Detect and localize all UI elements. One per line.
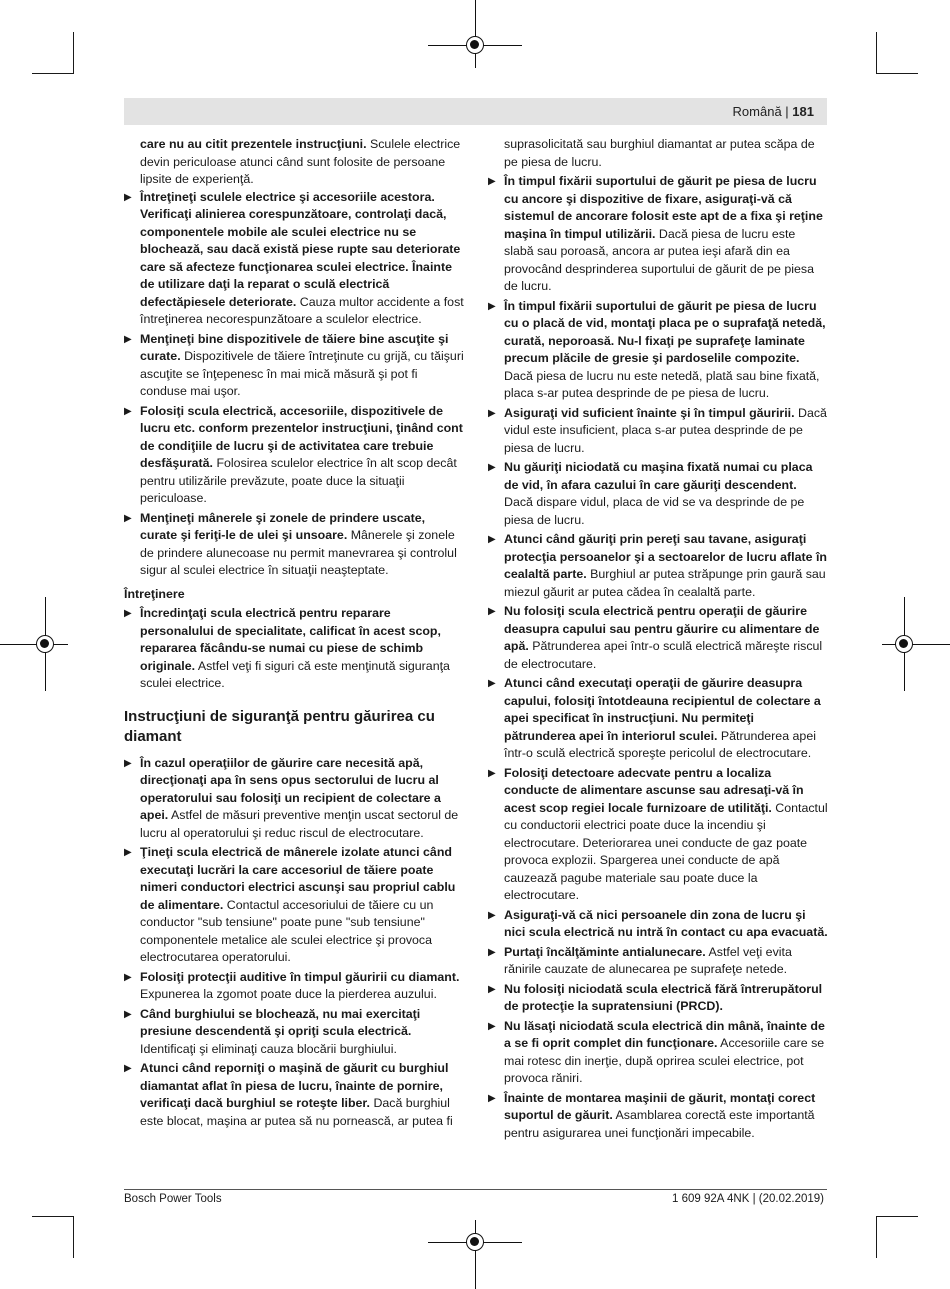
intro-text: Sculele electrice devin periculoase atunci când sunt folosite de persoane lipsite de experienţă.	[140, 137, 461, 186]
item-bold-text: Încredinţaţi scula electrică pentru reparare personalului de specialitate, calificat în acest scop, repararea făcându-se numai cu piese de schimb originale.	[140, 606, 441, 673]
registration-line	[0, 644, 68, 645]
item-bold-text: Înainte de montarea maşinii de găurit, montaţi corect suportul de găurit.	[504, 1090, 816, 1122]
bullet-arrow-icon: ▶	[124, 1008, 132, 1020]
intro-paragraph	[124, 136, 464, 189]
item-bold-text: Nu folosiţi scula electrică pentru operaţii de găurire deasupra capului sau pentru găurire cu alimentare de apă.	[504, 604, 820, 653]
item-text: Contactul accesoriului de tăiere cu un conductor "sub tensiune" poate pune "sub tensiune" componentele metalice ale sculei electrice şi provoca electrocutarea operatorului.	[140, 897, 434, 964]
item-bold-text: Folosiţi protecţii auditive în timpul găuririi cu diamant.	[140, 969, 460, 984]
item-bold-text: Atunci când reporniţi o maşină de găurit cu burghiul diamantat aflat în piesa de lucru, înainte de pornire, verificaţi dacă burghiul se roteşte liber.	[140, 1061, 449, 1110]
list-item	[124, 403, 464, 508]
list-item	[124, 1060, 464, 1130]
bullet-arrow-icon: ▶	[124, 757, 132, 769]
list-item	[488, 298, 828, 403]
footer-brand: Bosch Power Tools	[124, 1193, 222, 1205]
bullet-arrow-icon: ▶	[488, 606, 496, 617]
list-item	[124, 331, 464, 401]
safety-list-right	[488, 173, 828, 1142]
item-text: Astfel veţi fi siguri că este menţinută siguranţa sculei electrice.	[140, 658, 450, 690]
section-heading: Instrucţiuni de siguranţă pentru găurirea cu diamant	[124, 707, 435, 745]
bullet-arrow-icon: ▶	[488, 300, 496, 312]
bullet-arrow-icon: ▶	[124, 847, 132, 858]
registration-line	[882, 644, 950, 645]
crop-mark	[32, 73, 74, 74]
safety-list-a	[124, 189, 464, 580]
bullet-arrow-icon: ▶	[488, 1092, 496, 1104]
list-item	[488, 907, 828, 942]
list-item	[488, 675, 828, 763]
bullet-arrow-icon: ▶	[124, 1063, 132, 1074]
list-item	[488, 944, 828, 979]
item-bold-text: Atunci când găuriţi prin pereţi sau tavane, asiguraţi protecţia persoanelor şi a sectoarelor de lucru aflate în cealaltă parte.	[504, 532, 827, 581]
item-bold-text: Menţineţi mânerele şi zonele de prindere uscate, curate şi feriţi-le de ulei şi unsoare.	[140, 510, 426, 542]
intro-bold: care nu au citit prezentele instrucţiuni.	[140, 137, 367, 151]
bullet-arrow-icon: ▶	[488, 678, 496, 689]
registration-line	[475, 0, 476, 68]
crop-mark	[876, 1216, 877, 1258]
list-item	[124, 755, 464, 843]
bullet-arrow-icon: ▶	[124, 333, 132, 345]
item-text: Pătrunderea apei într-o sculă electrică măreşte riscul de electrocutare.	[504, 639, 823, 671]
bullet-arrow-icon: ▶	[488, 1020, 496, 1032]
crop-mark	[876, 32, 877, 74]
crop-mark	[32, 1216, 74, 1217]
page-header: Română | 181	[732, 104, 814, 119]
crop-mark	[73, 1216, 74, 1258]
item-text: Dacă piesa de lucru este slabă sau poroasă, ancora ar putea ieşi afară din ea provocând desprinderea suportului de găurit de pe piesa de lucru.	[504, 226, 814, 293]
bullet-arrow-icon: ▶	[124, 608, 132, 619]
item-bold-text: Nu lăsaţi niciodată scula electrică din mână, înainte de a se fi oprit complet din funcţionare.	[504, 1018, 825, 1050]
list-item	[488, 405, 828, 458]
bullet-arrow-icon: ▶	[124, 191, 132, 203]
list-item	[124, 510, 464, 580]
item-bold-text: Întreţineţi sculele electrice şi accesoriile acestora. Verificaţi alinierea corespunzătoare, controlaţi dacă, componentele mobile ale sculei electrice nu se blochează, sau dacă există piese rupte sau deteriorate care să afecteze funcţionarea sculei electrice. Înainte de utilizare daţi la reparat o sculă electrică defectăpiesele deteriorate.	[140, 189, 461, 309]
item-bold-text: În cazul operaţiilor de găurire care necesită apă, direcţionaţi apa în sens opus sectorului de lucru al operatorului sau folosiţi un recipient de colectare a apei.	[140, 755, 441, 822]
bullet-arrow-icon: ▶	[488, 407, 496, 419]
footer-doc-id: 1 609 92A 4NK | (20.02.2019)	[672, 1193, 824, 1205]
safety-list-b	[124, 605, 464, 693]
left-column	[124, 136, 464, 1132]
item-bold-text: Nu găuriţi niciodată cu maşina fixată numai cu placa de vid, în afara cazului în care găuriţi descendent.	[504, 460, 813, 492]
list-item	[124, 189, 464, 329]
item-bold-text: În timpul fixării suportului de găurit pe piesa de lucru cu ancore şi dispozitive de fixare, asiguraţi-vă că sistemul de ancorare folosit este apt de a fixa şi reţine maşina în timpul utilizării.	[504, 174, 823, 241]
item-text: Astfel veţi evita rănirile cauzate de alunecarea pe suprafeţe netede.	[504, 944, 792, 976]
item-text: Dacă vidul este insuficient, placa s-ar putea desprinde de pe piesa de lucru.	[504, 405, 827, 455]
list-item	[124, 969, 464, 1004]
item-bold-text: Ţineţi scula electrică de mânerele izolate atunci când executaţi lucrări la care accesoriul de tăiere poate nimeri conductori electrici ascunşi sau propriul cablu de alimentare.	[140, 845, 456, 912]
bullet-arrow-icon: ▶	[488, 462, 496, 473]
item-bold-text: Folosiţi detectoare adecvate pentru a localiza conducte de alimentare ascunse sau adresaţi-vă în acest scop regiei locale furnizoare de utilităţi.	[504, 765, 804, 815]
bullet-arrow-icon: ▶	[488, 176, 496, 187]
item-text: Dacă burghiul este blocat, maşina ar putea să nu pornească, ar putea fi	[140, 1096, 453, 1128]
item-text: Dispozitivele de tăiere întreţinute cu grijă, cu tăişuri ascuţite se înţepenesc în mai mică măsură şi pot fi conduse mai uşor.	[140, 349, 464, 398]
list-item	[488, 459, 828, 529]
item-bold-text: Folosiţi scula electrică, accesoriile, dispozitivele de lucru etc. conform prezentelor instrucţiuni, ţinând cont de condiţiile de lucru şi de activitatea care trebuie desfăşurată.	[140, 403, 463, 470]
subheading: Întreţinere	[124, 586, 185, 601]
item-bold-text: În timpul fixării suportului de găurit pe piesa de lucru cu o placă de vid, montaţi placa pe o suprafaţă netedă, curată, neporoasă. Nu-l fixaţi pe suprafeţe laminate precum plăcile de gresie şi pardoselile compozite.	[504, 298, 826, 365]
list-item	[488, 981, 828, 1016]
bullet-arrow-icon: ▶	[488, 983, 496, 995]
item-text: Contactul cu conductorii electrici poate duce la incendiu şi electrocutare. Deteriorarea unei conducte de gaz poate provoca explozii. Spargerea unei conducte de apă cauzează pagube materiale sau poate duce la electrocutare.	[504, 800, 828, 902]
item-text: Accesoriile care se mai rotesc din inerţie, după oprirea sculei electrice, pot provoca răniri.	[504, 1036, 825, 1085]
footer-rule	[124, 1189, 827, 1190]
bullet-arrow-icon: ▶	[124, 512, 132, 524]
bullet-arrow-icon: ▶	[124, 971, 132, 983]
safety-list-c	[124, 755, 464, 1131]
bullet-arrow-icon: ▶	[488, 909, 496, 921]
crop-mark	[876, 73, 918, 74]
item-bold-text: Asiguraţi-vă că nici persoanele din zona de lucru şi nici scula electrică nu intră în contact cu apa evacuată.	[504, 907, 828, 939]
item-text: Mânerele şi zonele de prindere alunecoase nu permit manevrarea şi controlul sigur al sculei electrice în situaţii neaşteptate.	[140, 528, 457, 577]
item-text: Pătrunderea apei într-o sculă electrică sporeşte pericolul de electrocutare.	[504, 728, 816, 760]
list-item	[488, 531, 828, 601]
crop-mark	[876, 1216, 918, 1217]
registration-mark-icon	[466, 36, 484, 54]
item-text: Expunerea la zgomot poate duce la pierderea auzului.	[140, 987, 437, 1001]
right-column	[488, 136, 828, 1144]
item-bold-text: Nu folosiţi niciodată scula electrică fără întrerupătorul de protecţie la supratensiuni (PRCD).	[504, 981, 823, 1013]
item-bold-text: Când burghiului se blochează, nu mai exercitaţi presiune descendentă şi opriţi scula electrică.	[140, 1006, 421, 1038]
list-item	[488, 1018, 828, 1088]
bullet-arrow-icon: ▶	[488, 534, 496, 545]
registration-line	[475, 1220, 476, 1289]
item-text: Folosirea sculelor electrice în alt scop decât pentru utilizările prevăzute, poate duce la situaţii periculoase.	[140, 456, 457, 505]
registration-mark-icon	[895, 635, 913, 653]
bullet-arrow-icon: ▶	[488, 767, 496, 779]
item-text: Asamblarea corectă este importantă pentru asigurarea unei funcţionări impecabile.	[504, 1108, 815, 1140]
list-item	[488, 1090, 828, 1143]
item-text: Dacă dispare vidul, placa de vid se va desprinde de pe piesa de lucru.	[504, 495, 805, 527]
list-item	[124, 1006, 464, 1059]
list-item	[124, 844, 464, 967]
item-text: Astfel de măsuri preventive menţin uscat sectorul de lucru al operatorului şi reduc riscul de electrocutare.	[140, 808, 459, 840]
item-text: Cauza multor accidente a fost întreţinerea necorespunzătoare a sculelor electrice.	[140, 294, 464, 326]
item-bold-text: Asiguraţi vid suficient înainte şi în timpul găuririi.	[504, 405, 795, 420]
list-item	[488, 173, 828, 296]
item-text: Dacă piesa de lucru nu este netedă, plată sau bine fixată, placa s-ar putea desprinde de pe piesa de lucru.	[504, 368, 820, 400]
item-bold-text: Menţineţi bine dispozitivele de tăiere bine ascuţite şi curate.	[140, 331, 449, 363]
item-text: Identificaţi şi eliminaţi cauza blocării burghiului.	[140, 1041, 397, 1056]
bullet-arrow-icon: ▶	[488, 946, 496, 958]
list-item	[124, 605, 464, 693]
item-bold-text: Atunci când executaţi operaţii de găurire deasupra capului, folosiţi întotdeauna recipientul de colectare a apei specificat în instrucţiuni. Nu permiteţi pătrunderea apei în interiorul sculei.	[504, 676, 821, 743]
registration-mark-icon	[36, 635, 54, 653]
list-item	[488, 765, 828, 905]
registration-mark-icon	[466, 1233, 484, 1251]
item-bold-text: Purtaţi încălţăminte antialunecare.	[504, 944, 706, 959]
bullet-arrow-icon: ▶	[124, 405, 132, 417]
page-number: 181	[792, 104, 814, 119]
header-language: Română	[732, 104, 782, 119]
continuation-paragraph: suprasolicitată sau burghiul diamantat ar putea scăpa de pe piesa de lucru.	[504, 137, 815, 169]
crop-mark	[73, 32, 74, 74]
item-text: Burghiul ar putea străpunge prin gaură sau miezul găurit ar putea cădea în cealaltă parte.	[504, 567, 826, 599]
list-item	[488, 603, 828, 673]
header-band	[124, 98, 827, 125]
